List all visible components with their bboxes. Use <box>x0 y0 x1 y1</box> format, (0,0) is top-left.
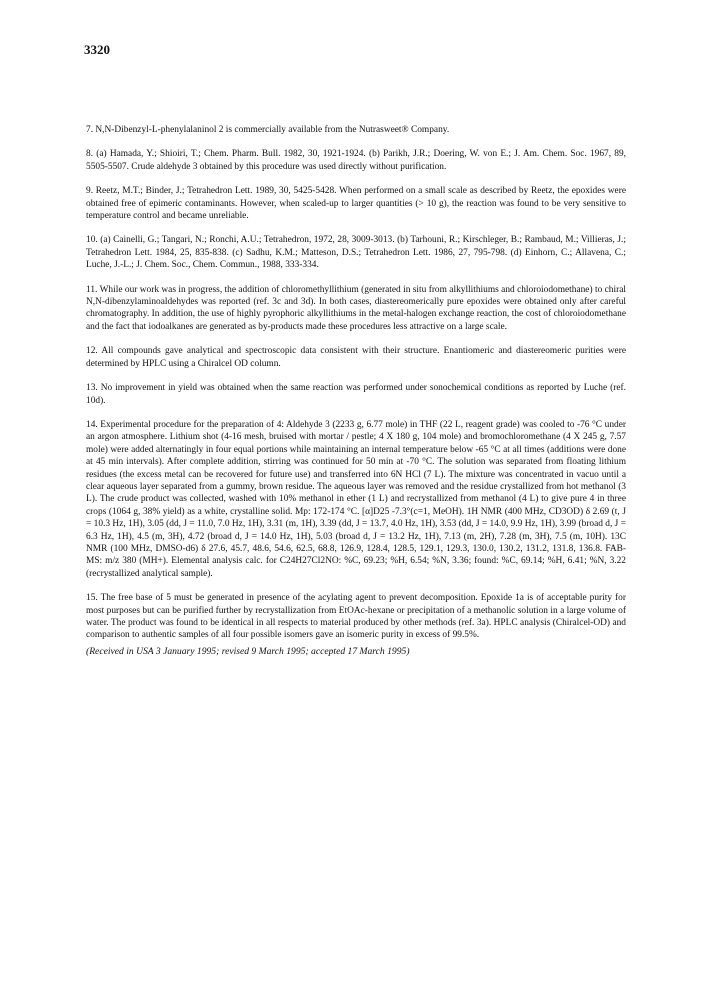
note-9: 9. Reetz, M.T.; Binder, J.; Tetrahedron Lett. 1989, 30, 5425-5428. When performed on a small scale as described by Reetz, the epoxides were obtained free of epimeric contaminants. However, when scaled-up to larger quantities (> 10 g), the reaction was found to be very sensitive to temperature control and became unreliable. <box>86 186 626 222</box>
note-10: 10. (a) Cainelli, G.; Tangari, N.; Ronchi, A.U.; Tetrahedron, 1972, 28, 3009-3013. (b) Tarhouni, R.; Kirschleger, B.; Rambaud, M.; Villieras, J.; Tetrahedron Lett. 1984, 25, 835-838. (c) Sadhu, K.M.; Matteson, D.S.; Tetrahedron Lett. 1986, 27, 795-798. (d) Einhorn, C.; Allavena, C.; Luche, J.-L.; J. Chem. Soc., Chem. Commun., 1988, 333-334. <box>86 235 626 271</box>
received-dates: (Received in USA 3 January 1995; revised 9 March 1995; accepted 17 March 1995) <box>86 646 410 657</box>
note-14: 14. Experimental procedure for the preparation of 4: Aldehyde 3 (2233 g, 6.77 mole) in THF (22 L, reagent grade) was cooled to -76 °C under an argon atmosphere. Lithium shot (4-16 mesh, bruised with mortar / pestle; 4 X 180 g, 104 mole) and bromochloromethane (4 X 245 g, 7.57 mole) were added alternatingly in four equal portions while maintaining an internal temperature below -65 °C at all times (additions were done at 45 min intervals). After complete addition, stirring was continued for 50 min at -70 °C. The solution was separated from floating lithium residues (the excess metal can be recovered for future use) and transferred into 6N HCl (7 L). The mixture was concentrated in vacuo until a clear aqueous layer separated from a gummy, brown residue. The aqueous layer was removed and the residue crystallized from hot methanol (3 L). The crude product was collected, washed with 10% methanol in ether (1 L) and recrystallized from methanol (4 L) to give pure 4 in three crops (1064 g, 38% yield) as a white, crystalline solid. Mp: 172-174 °C. [α]D25 -7.3°(c=1, MeOH). 1H NMR (400 MHz, CD3OD) δ 2.69 (t, J = 10.3 Hz, 1H), 3.05 (dd, J = 11.0, 7.0 Hz, 1H), 3.31 (m, 1H), 3.39 (dd, J = 13.7, 4.0 Hz, 1H), 3.53 (dd, J = 14.0, 9.9 Hz, 1H), 3.99 (broad d, J = 6.3 Hz, 1H), 4.5 (m, 3H), 4.72 (broad d, J = 14.0 Hz, 1H), 5.03 (broad d, J = 13.2 Hz, 1H), 7.13 (m, 2H), 7.28 (m, 3H), 7.5 (m, 10H). 13C NMR (100 MHz, DMSO-d6) δ 27.6, 45.7, 48.6, 54.6, 62.5, 68.8, 126.9, 128.4, 128.5, 129.1, 129.3, 130.0, 130.2, 131.2, 131.8, 136.8. FAB-MS: m/z 380 (MH+). Elemental analysis calc. for C24H27Cl2NO: %C, 69.23; %H, 6.54; %N, 3.36; found: %C, 69.14; %H, 6.41; %N, 3.22 (recrystallized analytical sample). <box>86 419 626 579</box>
note-8: 8. (a) Hamada, Y.; Shioiri, T.; Chem. Pharm. Bull. 1982, 30, 1921-1924. (b) Parikh, J.R.; Doering, W. von E.; J. Am. Chem. Soc. 1967, 89, 5505-5507. Crude aldehyde 3 obtained by this procedure was used directly without purification. <box>86 149 626 172</box>
note-12: 12. All compounds gave analytical and spectroscopic data consistent with their structure. Enantiomeric and diastereomeric purities were determined by HPLC using a Chiralcel OD column. <box>86 346 626 369</box>
note-7: 7. N,N-Dibenzyl-L-phenylalaninol 2 is commercially available from the Nutrasweet® Company. <box>86 125 450 135</box>
note-15: 15. The free base of 5 must be generated in presence of the acylating agent to prevent decomposition. Epoxide 1a is of acceptable purity for most purposes but can be purified further by recrystallization from EtOAc-hexane or precipitation of a methanolic solution in a large volume of water. The product was found to be identical in all respects to material produced by other methods (ref. 3a). HPLC analysis (Chiralcel-OD) and comparison to authentic samples of all four possible isomers gave an isomeric purity in excess of 99.5%. <box>86 593 626 641</box>
notes-section <box>86 124 626 654</box>
page-number: 3320 <box>84 42 110 57</box>
note-11: 11. While our work was in progress, the addition of chloromethyllithium (generated in situ from alkyllithiums and chloroiodomethane) to chiral N,N-dibenzylaminoaldehydes was reported (ref. 3c and 3d). In both cases, diastereomerically pure epoxides were obtained only after careful chromatography. In addition, the use of highly pyrophoric alkyllithiums in the metal-halogen exchange reaction, the cost of chloroiodomethane and the fact that iodoalkanes are generated as by-products made these procedures less attractive on a large scale. <box>86 284 626 332</box>
note-13: 13. No improvement in yield was obtained when the same reaction was performed under sonochemical conditions as reported by Luche (ref. 10d). <box>86 383 626 406</box>
